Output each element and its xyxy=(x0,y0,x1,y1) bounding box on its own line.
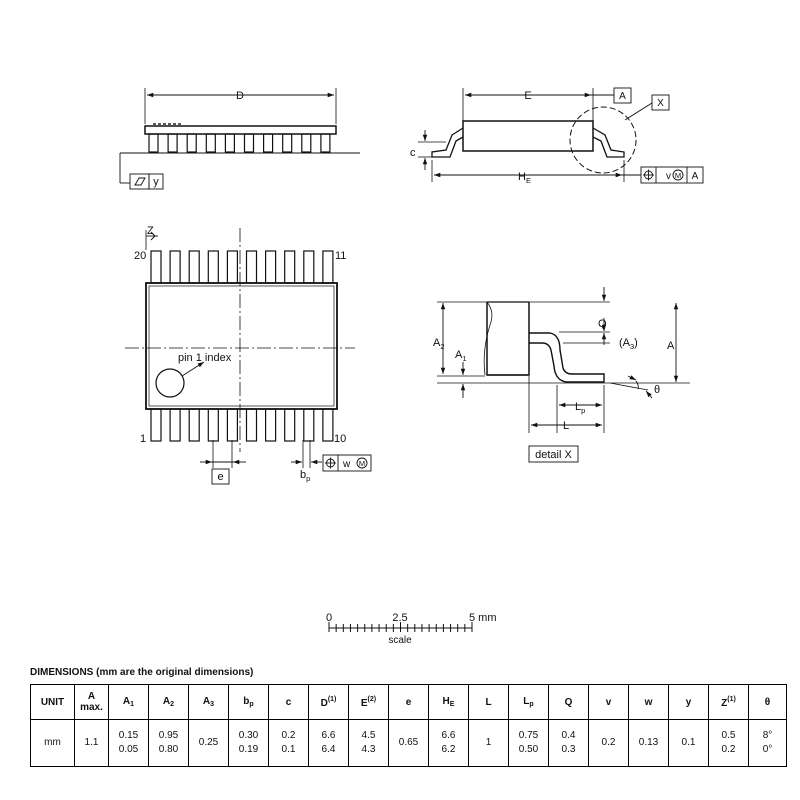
pin-lead-top xyxy=(304,251,314,283)
pin-lead-bottom xyxy=(304,409,314,441)
side-lead xyxy=(283,134,292,152)
side-lead xyxy=(168,134,177,152)
dim-value-4: 0.25 xyxy=(189,720,229,767)
dimensions-value-row xyxy=(31,720,787,767)
mmc-symbol-2: M xyxy=(358,459,366,468)
dim-value-9: 0.65 xyxy=(389,720,429,767)
package-body-side xyxy=(145,126,336,134)
mmc-symbol-1: M xyxy=(674,171,682,180)
label-bp: $b_p$ xyxy=(300,469,311,483)
left-lead-profile xyxy=(432,128,463,157)
dim-value-15: 0.13 xyxy=(629,720,669,767)
label-a: A xyxy=(667,340,675,352)
dim-header-1: A max. xyxy=(75,685,109,720)
dim-header-16: y xyxy=(669,685,709,720)
detail-x-caption: detail X xyxy=(535,449,572,461)
side-lead xyxy=(245,134,254,152)
dim-header-6: c xyxy=(269,685,309,720)
side-lead xyxy=(225,134,234,152)
dim-header-17: $Z^{(1)}$ xyxy=(709,685,749,720)
detail-x-view xyxy=(437,287,690,462)
dim-value-13: 0.4 0.3 xyxy=(549,720,589,767)
pin-1-index-label: pin 1 index xyxy=(178,352,232,364)
pin-lead-top xyxy=(323,251,333,283)
flatness-symbol-box xyxy=(130,174,149,189)
dim-value-0: mm xyxy=(31,720,75,767)
dim-header-9: e xyxy=(389,685,429,720)
detail-lead xyxy=(529,333,604,382)
top-leads-upper xyxy=(151,251,333,283)
dimensions-header-row xyxy=(31,685,787,720)
pin-lead-top xyxy=(189,251,199,283)
dim-value-5: 0.30 0.19 xyxy=(229,720,269,767)
pin-11-label: 11 xyxy=(335,250,347,262)
scale-tick-0: 0 xyxy=(325,612,333,624)
right-lead-profile xyxy=(593,128,624,157)
pin-lead-bottom xyxy=(208,409,218,441)
pin-lead-top xyxy=(208,251,218,283)
pin-lead-top xyxy=(247,251,257,283)
pin-1-label: 1 xyxy=(140,433,147,445)
top-view xyxy=(125,228,371,484)
dim-value-3: 0.95 0.80 xyxy=(149,720,189,767)
dim-value-17: 0.5 0.2 xyxy=(709,720,749,767)
pin-lead-bottom xyxy=(266,409,276,441)
dim-header-0: UNIT xyxy=(31,685,75,720)
label-y: y xyxy=(153,176,159,188)
dim-header-3: $A_2$ xyxy=(149,685,189,720)
dim-value-11: 1 xyxy=(469,720,509,767)
dim-value-10: 6.6 6.2 xyxy=(429,720,469,767)
pin-lead-top xyxy=(266,251,276,283)
label-z: Z xyxy=(147,225,154,237)
label-he: $H_E$ xyxy=(518,171,531,185)
pin-lead-bottom xyxy=(151,409,161,441)
pin-lead-bottom xyxy=(170,409,180,441)
pin-lead-top xyxy=(170,251,180,283)
side-lead xyxy=(149,134,158,152)
label-q: Q xyxy=(598,318,607,330)
dim-header-12: $L_p$ xyxy=(509,685,549,720)
pin-20-label: 20 xyxy=(134,250,147,262)
side-lead xyxy=(206,134,215,152)
dim-value-7: 6.6 6.4 xyxy=(309,720,349,767)
pin-lead-top xyxy=(151,251,161,283)
label-d: D xyxy=(236,90,244,102)
dim-header-13: Q xyxy=(549,685,589,720)
dim-value-2: 0.15 0.05 xyxy=(109,720,149,767)
dim-header-8: $E^{(2)}$ xyxy=(349,685,389,720)
detail-x-circle xyxy=(570,107,636,173)
pin-10-label: 10 xyxy=(334,433,347,445)
dim-header-14: v xyxy=(589,685,629,720)
dim-value-16: 0.1 xyxy=(669,720,709,767)
pin-lead-bottom xyxy=(247,409,257,441)
pin-lead-bottom xyxy=(227,409,237,441)
detail-x-label: X xyxy=(657,98,664,109)
top-leads-lower xyxy=(151,409,333,441)
datum-ref-a: A xyxy=(691,171,699,182)
side-lead xyxy=(321,134,330,152)
label-w: w xyxy=(343,459,351,470)
dim-header-18: θ xyxy=(749,685,787,720)
flatness-icon xyxy=(135,178,145,185)
dim-header-5: $b_p$ xyxy=(229,685,269,720)
label-lp: $L_p$ xyxy=(575,401,586,415)
datum-a-label: A xyxy=(619,91,626,102)
pin1-index-mark xyxy=(156,369,184,397)
pin-lead-bottom xyxy=(285,409,295,441)
dim-value-12: 0.75 0.50 xyxy=(509,720,549,767)
label-v: v xyxy=(666,171,671,182)
label-l: L xyxy=(563,420,570,432)
side-leads xyxy=(149,124,330,152)
dim-header-2: $A_1$ xyxy=(109,685,149,720)
side-lead xyxy=(264,134,273,152)
detail-body-outline xyxy=(487,302,529,375)
label-e-pitch: e xyxy=(217,471,224,483)
dim-value-8: 4.5 4.3 xyxy=(349,720,389,767)
dimensions-title: DIMENSIONS (mm are the original dimensions) xyxy=(30,667,254,678)
dimensions-table xyxy=(30,684,787,767)
side-lead xyxy=(187,134,196,152)
scale-tick-2.5: 2.5 xyxy=(392,612,408,624)
label-a2: $A_2$ xyxy=(433,337,445,351)
dim-value-14: 0.2 xyxy=(589,720,629,767)
side-view xyxy=(120,88,360,189)
pin-lead-bottom xyxy=(323,409,333,441)
side-lead xyxy=(302,134,311,152)
pin-lead-top xyxy=(227,251,237,283)
dim-value-18: 8° 0° xyxy=(749,720,787,767)
dim-value-1: 1.1 xyxy=(75,720,109,767)
label-a1: $A_1$ xyxy=(455,349,467,363)
dim-header-4: $A_3$ xyxy=(189,685,229,720)
pin-lead-top xyxy=(285,251,295,283)
dim-header-7: $D^{(1)}$ xyxy=(309,685,349,720)
label-c: c xyxy=(410,147,416,159)
label-e: E xyxy=(524,90,532,102)
package-body-top xyxy=(146,283,337,409)
label-theta: θ xyxy=(654,384,661,396)
dim-header-15: w xyxy=(629,685,669,720)
dim-header-10: $H_E$ xyxy=(429,685,469,720)
scale-tick-5: 5 mm xyxy=(469,612,497,624)
dim-value-6: 0.2 0.1 xyxy=(269,720,309,767)
scale-label: scale xyxy=(388,635,412,646)
label-a3: $(A_3)$ xyxy=(619,337,638,351)
pin-lead-bottom xyxy=(189,409,199,441)
dim-header-11: L xyxy=(469,685,509,720)
